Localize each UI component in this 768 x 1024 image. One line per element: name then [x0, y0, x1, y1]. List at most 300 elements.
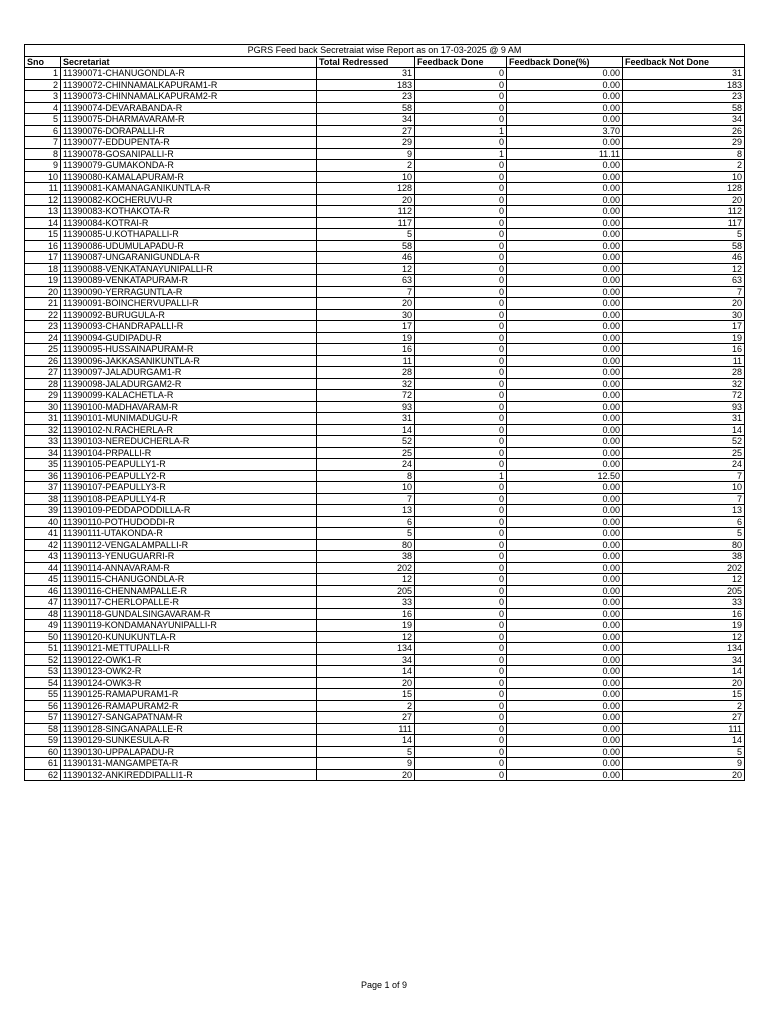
cell-feedback-not-done: 12: [623, 574, 745, 586]
cell-feedback-done: 0: [415, 217, 507, 229]
table-row: [25, 597, 745, 609]
cell-feedback-done: 0: [415, 332, 507, 344]
cell-secretariat: 11390092-BURUGULA-R: [61, 309, 317, 321]
table-row: [25, 125, 745, 137]
cell-feedback-done: 0: [415, 378, 507, 390]
cell-sno: 57: [25, 712, 61, 724]
cell-sno: 22: [25, 309, 61, 321]
cell-sno: 51: [25, 643, 61, 655]
cell-sno: 21: [25, 298, 61, 310]
cell-sno: 19: [25, 275, 61, 287]
table-row: [25, 217, 745, 229]
cell-secretariat: 11390102-N.RACHERLA-R: [61, 424, 317, 436]
cell-total-redressed: 14: [317, 666, 415, 678]
cell-feedback-done: 0: [415, 137, 507, 149]
cell-sno: 60: [25, 746, 61, 758]
cell-secretariat: 11390109-PEDDAPODDILLA-R: [61, 505, 317, 517]
cell-feedback-done: 0: [415, 298, 507, 310]
cell-total-redressed: 28: [317, 367, 415, 379]
cell-feedback-done-pct: 0.00: [507, 401, 623, 413]
table-row: [25, 160, 745, 172]
cell-sno: 13: [25, 206, 61, 218]
cell-sno: 25: [25, 344, 61, 356]
cell-secretariat: 11390075-DHARMAVARAM-R: [61, 114, 317, 126]
cell-sno: 44: [25, 562, 61, 574]
cell-total-redressed: 29: [317, 137, 415, 149]
cell-feedback-done: 0: [415, 263, 507, 275]
table-row: [25, 643, 745, 655]
column-header-feedback-done-pct: Feedback Done(%): [507, 56, 623, 68]
cell-feedback-done: 0: [415, 712, 507, 724]
cell-secretariat: 11390093-CHANDRAPALLI-R: [61, 321, 317, 333]
cell-feedback-done: 0: [415, 229, 507, 241]
table-row: [25, 413, 745, 425]
cell-feedback-not-done: 5: [623, 229, 745, 241]
table-row: [25, 505, 745, 517]
cell-feedback-done-pct: 0.00: [507, 562, 623, 574]
cell-feedback-not-done: 13: [623, 505, 745, 517]
cell-total-redressed: 134: [317, 643, 415, 655]
cell-secretariat: 11390100-MADHAVARAM-R: [61, 401, 317, 413]
cell-feedback-not-done: 10: [623, 171, 745, 183]
cell-total-redressed: 63: [317, 275, 415, 287]
cell-secretariat: 11390091-BOINCHERVUPALLI-R: [61, 298, 317, 310]
cell-feedback-done: 0: [415, 344, 507, 356]
cell-feedback-done-pct: 0.00: [507, 539, 623, 551]
cell-feedback-done: 1: [415, 148, 507, 160]
cell-feedback-done: 0: [415, 758, 507, 770]
cell-feedback-done: 0: [415, 539, 507, 551]
table-row: [25, 183, 745, 195]
table-row: [25, 620, 745, 632]
cell-feedback-done: 0: [415, 390, 507, 402]
cell-secretariat: 11390128-SINGANAPALLE-R: [61, 723, 317, 735]
cell-sno: 3: [25, 91, 61, 103]
table-row: [25, 746, 745, 758]
cell-sno: 8: [25, 148, 61, 160]
cell-total-redressed: 7: [317, 286, 415, 298]
cell-feedback-done-pct: 0.00: [507, 344, 623, 356]
table-row: [25, 229, 745, 241]
cell-sno: 36: [25, 470, 61, 482]
cell-feedback-done-pct: 0.00: [507, 723, 623, 735]
cell-feedback-done-pct: 0.00: [507, 505, 623, 517]
cell-total-redressed: 112: [317, 206, 415, 218]
cell-feedback-not-done: 5: [623, 528, 745, 540]
cell-total-redressed: 11: [317, 355, 415, 367]
cell-feedback-done: 0: [415, 194, 507, 206]
cell-feedback-done-pct: 0.00: [507, 194, 623, 206]
cell-secretariat: 11390124-OWK3-R: [61, 677, 317, 689]
cell-feedback-done: 0: [415, 183, 507, 195]
cell-total-redressed: 20: [317, 769, 415, 781]
table-row: [25, 355, 745, 367]
cell-sno: 55: [25, 689, 61, 701]
cell-secretariat: 11390086-UDUMULAPADU-R: [61, 240, 317, 252]
cell-secretariat: 11390113-YENUGUARRI-R: [61, 551, 317, 563]
cell-feedback-done-pct: 0.00: [507, 643, 623, 655]
table-row: [25, 309, 745, 321]
cell-sno: 32: [25, 424, 61, 436]
cell-secretariat: 11390074-DEVARABANDA-R: [61, 102, 317, 114]
cell-feedback-done-pct: 0.00: [507, 689, 623, 701]
cell-total-redressed: 33: [317, 597, 415, 609]
cell-total-redressed: 34: [317, 114, 415, 126]
cell-feedback-not-done: 29: [623, 137, 745, 149]
cell-feedback-done-pct: 0.00: [507, 263, 623, 275]
table-row: [25, 654, 745, 666]
cell-feedback-done: 0: [415, 769, 507, 781]
cell-total-redressed: 19: [317, 332, 415, 344]
cell-feedback-done-pct: 0.00: [507, 332, 623, 344]
table-row: [25, 482, 745, 494]
cell-secretariat: 11390131-MANGAMPETA-R: [61, 758, 317, 770]
table-row: [25, 148, 745, 160]
cell-feedback-not-done: 8: [623, 148, 745, 160]
cell-feedback-done: 0: [415, 171, 507, 183]
cell-feedback-done: 0: [415, 528, 507, 540]
cell-feedback-done-pct: 0.00: [507, 160, 623, 172]
table-row: [25, 551, 745, 563]
cell-feedback-done-pct: 0.00: [507, 114, 623, 126]
cell-feedback-not-done: 20: [623, 298, 745, 310]
cell-feedback-not-done: 30: [623, 309, 745, 321]
cell-feedback-not-done: 2: [623, 700, 745, 712]
cell-secretariat: 11390097-JALADURGAM1-R: [61, 367, 317, 379]
table-row: [25, 574, 745, 586]
cell-total-redressed: 202: [317, 562, 415, 574]
cell-feedback-not-done: 34: [623, 114, 745, 126]
cell-feedback-done: 0: [415, 275, 507, 287]
cell-total-redressed: 111: [317, 723, 415, 735]
cell-sno: 53: [25, 666, 61, 678]
cell-secretariat: 11390094-GUDIPADU-R: [61, 332, 317, 344]
cell-sno: 46: [25, 585, 61, 597]
cell-feedback-not-done: 58: [623, 102, 745, 114]
cell-sno: 15: [25, 229, 61, 241]
cell-feedback-done-pct: 0.00: [507, 769, 623, 781]
table-row: [25, 689, 745, 701]
table-row: [25, 332, 745, 344]
table-row: [25, 194, 745, 206]
cell-total-redressed: 9: [317, 758, 415, 770]
cell-feedback-done-pct: 0.00: [507, 459, 623, 471]
table-row: [25, 436, 745, 448]
table-row: [25, 286, 745, 298]
cell-feedback-done-pct: 0.00: [507, 758, 623, 770]
cell-secretariat: 11390106-PEAPULLY2-R: [61, 470, 317, 482]
cell-feedback-done: 0: [415, 355, 507, 367]
cell-secretariat: 11390080-KAMALAPURAM-R: [61, 171, 317, 183]
cell-sno: 52: [25, 654, 61, 666]
cell-secretariat: 11390114-ANNAVARAM-R: [61, 562, 317, 574]
cell-secretariat: 11390118-GUNDALSINGAVARAM-R: [61, 608, 317, 620]
cell-feedback-done-pct: 0.00: [507, 631, 623, 643]
cell-feedback-not-done: 7: [623, 286, 745, 298]
cell-feedback-not-done: 80: [623, 539, 745, 551]
cell-feedback-not-done: 20: [623, 769, 745, 781]
cell-feedback-done: 0: [415, 735, 507, 747]
cell-feedback-done: 0: [415, 252, 507, 264]
cell-feedback-done-pct: 0.00: [507, 608, 623, 620]
cell-secretariat: 11390087-UNGARANIGUNDLA-R: [61, 252, 317, 264]
cell-feedback-done-pct: 0.00: [507, 677, 623, 689]
cell-sno: 11: [25, 183, 61, 195]
column-header-total-redressed: Total Redressed: [317, 56, 415, 68]
table-row: [25, 608, 745, 620]
cell-feedback-done: 0: [415, 102, 507, 114]
cell-feedback-done-pct: 0.00: [507, 91, 623, 103]
cell-feedback-done: 0: [415, 700, 507, 712]
cell-total-redressed: 27: [317, 712, 415, 724]
cell-feedback-done: 0: [415, 505, 507, 517]
cell-secretariat: 11390099-KALACHETLA-R: [61, 390, 317, 402]
cell-feedback-not-done: 112: [623, 206, 745, 218]
cell-total-redressed: 93: [317, 401, 415, 413]
cell-feedback-not-done: 23: [623, 91, 745, 103]
cell-sno: 38: [25, 493, 61, 505]
cell-total-redressed: 5: [317, 229, 415, 241]
cell-sno: 24: [25, 332, 61, 344]
cell-total-redressed: 2: [317, 700, 415, 712]
cell-feedback-done-pct: 0.00: [507, 102, 623, 114]
cell-feedback-done: 0: [415, 68, 507, 80]
cell-feedback-done-pct: 0.00: [507, 413, 623, 425]
cell-feedback-not-done: 27: [623, 712, 745, 724]
cell-sno: 20: [25, 286, 61, 298]
cell-secretariat: 11390084-KOTRAI-R: [61, 217, 317, 229]
cell-feedback-done: 0: [415, 516, 507, 528]
cell-feedback-done-pct: 3.70: [507, 125, 623, 137]
cell-total-redressed: 12: [317, 574, 415, 586]
cell-sno: 62: [25, 769, 61, 781]
cell-feedback-done: 0: [415, 286, 507, 298]
cell-feedback-done: 0: [415, 447, 507, 459]
cell-feedback-done-pct: 0.00: [507, 447, 623, 459]
table-row: [25, 528, 745, 540]
cell-feedback-done: 0: [415, 367, 507, 379]
cell-sno: 54: [25, 677, 61, 689]
cell-feedback-not-done: 26: [623, 125, 745, 137]
cell-total-redressed: 16: [317, 344, 415, 356]
cell-feedback-not-done: 38: [623, 551, 745, 563]
cell-feedback-done-pct: 0.00: [507, 252, 623, 264]
cell-feedback-not-done: 7: [623, 493, 745, 505]
cell-feedback-not-done: 117: [623, 217, 745, 229]
cell-sno: 2: [25, 79, 61, 91]
cell-total-redressed: 20: [317, 298, 415, 310]
cell-feedback-done: 0: [415, 424, 507, 436]
cell-feedback-not-done: 16: [623, 344, 745, 356]
cell-feedback-done-pct: 0.00: [507, 424, 623, 436]
table-row: [25, 137, 745, 149]
cell-feedback-not-done: 14: [623, 735, 745, 747]
table-row: [25, 171, 745, 183]
table-row: [25, 206, 745, 218]
table-row: [25, 275, 745, 287]
cell-secretariat: 11390111-UTAKONDA-R: [61, 528, 317, 540]
cell-feedback-not-done: 52: [623, 436, 745, 448]
cell-feedback-not-done: 134: [623, 643, 745, 655]
cell-feedback-not-done: 9: [623, 758, 745, 770]
cell-feedback-done-pct: 0.00: [507, 654, 623, 666]
cell-total-redressed: 20: [317, 677, 415, 689]
cell-secretariat: 11390107-PEAPULLY3-R: [61, 482, 317, 494]
cell-feedback-not-done: 20: [623, 677, 745, 689]
column-header-feedback-not-done: Feedback Not Done: [623, 56, 745, 68]
cell-total-redressed: 12: [317, 631, 415, 643]
cell-feedback-not-done: 20: [623, 194, 745, 206]
cell-total-redressed: 38: [317, 551, 415, 563]
cell-secretariat: 11390072-CHINNAMALKAPURAM1-R: [61, 79, 317, 91]
cell-total-redressed: 24: [317, 459, 415, 471]
table-row: [25, 666, 745, 678]
table-row: [25, 562, 745, 574]
table-row: [25, 585, 745, 597]
cell-feedback-done-pct: 0.00: [507, 79, 623, 91]
cell-secretariat: 11390125-RAMAPURAM1-R: [61, 689, 317, 701]
cell-secretariat: 11390129-SUNKESULA-R: [61, 735, 317, 747]
cell-secretariat: 11390120-KUNUKUNTLA-R: [61, 631, 317, 643]
cell-sno: 1: [25, 68, 61, 80]
cell-sno: 35: [25, 459, 61, 471]
cell-feedback-done: 1: [415, 125, 507, 137]
cell-sno: 61: [25, 758, 61, 770]
cell-sno: 34: [25, 447, 61, 459]
cell-sno: 50: [25, 631, 61, 643]
cell-feedback-done: 0: [415, 677, 507, 689]
cell-feedback-done: 0: [415, 240, 507, 252]
cell-feedback-done-pct: 0.00: [507, 436, 623, 448]
cell-total-redressed: 20: [317, 194, 415, 206]
cell-feedback-not-done: 7: [623, 470, 745, 482]
cell-sno: 45: [25, 574, 61, 586]
cell-sno: 6: [25, 125, 61, 137]
cell-feedback-done: 0: [415, 482, 507, 494]
cell-feedback-done: 0: [415, 689, 507, 701]
cell-secretariat: 11390117-CHERLOPALLE-R: [61, 597, 317, 609]
report-table: [24, 44, 745, 781]
cell-total-redressed: 58: [317, 102, 415, 114]
cell-feedback-not-done: 2: [623, 160, 745, 172]
cell-feedback-done: 0: [415, 654, 507, 666]
cell-feedback-done: 0: [415, 401, 507, 413]
report-body: [25, 68, 745, 781]
cell-total-redressed: 30: [317, 309, 415, 321]
cell-feedback-done: 0: [415, 459, 507, 471]
table-row: [25, 401, 745, 413]
cell-total-redressed: 14: [317, 735, 415, 747]
table-row: [25, 470, 745, 482]
cell-feedback-not-done: 14: [623, 666, 745, 678]
cell-feedback-not-done: 15: [623, 689, 745, 701]
cell-total-redressed: 6: [317, 516, 415, 528]
cell-feedback-done: 0: [415, 413, 507, 425]
table-row: [25, 735, 745, 747]
cell-feedback-done: 1: [415, 470, 507, 482]
column-header-sno: Sno: [25, 56, 61, 68]
cell-sno: 27: [25, 367, 61, 379]
cell-secretariat: 11390127-SANGAPATNAM-R: [61, 712, 317, 724]
cell-total-redressed: 7: [317, 493, 415, 505]
cell-feedback-done: 0: [415, 643, 507, 655]
cell-feedback-done-pct: 0.00: [507, 321, 623, 333]
cell-total-redressed: 17: [317, 321, 415, 333]
cell-feedback-not-done: 33: [623, 597, 745, 609]
cell-sno: 41: [25, 528, 61, 540]
cell-secretariat: 11390089-VENKATAPURAM-R: [61, 275, 317, 287]
cell-feedback-done-pct: 0.00: [507, 666, 623, 678]
cell-secretariat: 11390088-VENKATANAYUNIPALLI-R: [61, 263, 317, 275]
cell-feedback-done-pct: 0.00: [507, 597, 623, 609]
cell-feedback-done-pct: 0.00: [507, 585, 623, 597]
table-row: [25, 516, 745, 528]
cell-secretariat: 11390079-GUMAKONDA-R: [61, 160, 317, 172]
cell-total-redressed: 2: [317, 160, 415, 172]
cell-sno: 26: [25, 355, 61, 367]
cell-feedback-not-done: 63: [623, 275, 745, 287]
cell-secretariat: 11390078-GOSANIPALLI-R: [61, 148, 317, 160]
cell-secretariat: 11390112-VENGALAMPALLI-R: [61, 539, 317, 551]
cell-sno: 33: [25, 436, 61, 448]
cell-feedback-not-done: 93: [623, 401, 745, 413]
cell-feedback-not-done: 58: [623, 240, 745, 252]
cell-feedback-not-done: 25: [623, 447, 745, 459]
table-row: [25, 723, 745, 735]
cell-feedback-done-pct: 0.00: [507, 275, 623, 287]
table-row: [25, 459, 745, 471]
cell-sno: 47: [25, 597, 61, 609]
cell-feedback-done: 0: [415, 631, 507, 643]
cell-feedback-done-pct: 12.50: [507, 470, 623, 482]
table-row: [25, 240, 745, 252]
cell-secretariat: 11390082-KOCHERUVU-R: [61, 194, 317, 206]
cell-sno: 48: [25, 608, 61, 620]
cell-sno: 56: [25, 700, 61, 712]
cell-feedback-done-pct: 0.00: [507, 355, 623, 367]
table-row: [25, 367, 745, 379]
table-row: [25, 769, 745, 781]
cell-total-redressed: 128: [317, 183, 415, 195]
cell-feedback-done-pct: 0.00: [507, 516, 623, 528]
cell-secretariat: 11390116-CHENNAMPALLE-R: [61, 585, 317, 597]
cell-total-redressed: 13: [317, 505, 415, 517]
cell-feedback-not-done: 72: [623, 390, 745, 402]
cell-secretariat: 11390132-ANKIREDDIPALLI1-R: [61, 769, 317, 781]
cell-feedback-done-pct: 0.00: [507, 286, 623, 298]
cell-feedback-not-done: 12: [623, 631, 745, 643]
cell-total-redressed: 5: [317, 528, 415, 540]
cell-feedback-done-pct: 0.00: [507, 735, 623, 747]
cell-total-redressed: 5: [317, 746, 415, 758]
table-row: [25, 447, 745, 459]
cell-sno: 31: [25, 413, 61, 425]
cell-feedback-not-done: 19: [623, 332, 745, 344]
cell-feedback-done-pct: 0.00: [507, 528, 623, 540]
cell-feedback-done-pct: 0.00: [507, 217, 623, 229]
table-row: [25, 424, 745, 436]
cell-sno: 5: [25, 114, 61, 126]
cell-total-redressed: 31: [317, 68, 415, 80]
cell-feedback-not-done: 128: [623, 183, 745, 195]
cell-secretariat: 11390103-NEREDUCHERLA-R: [61, 436, 317, 448]
cell-sno: 9: [25, 160, 61, 172]
cell-feedback-done-pct: 0.00: [507, 551, 623, 563]
cell-feedback-done: 0: [415, 79, 507, 91]
cell-secretariat: 11390095-HUSSAINAPURAM-R: [61, 344, 317, 356]
cell-total-redressed: 14: [317, 424, 415, 436]
cell-feedback-done-pct: 0.00: [507, 574, 623, 586]
